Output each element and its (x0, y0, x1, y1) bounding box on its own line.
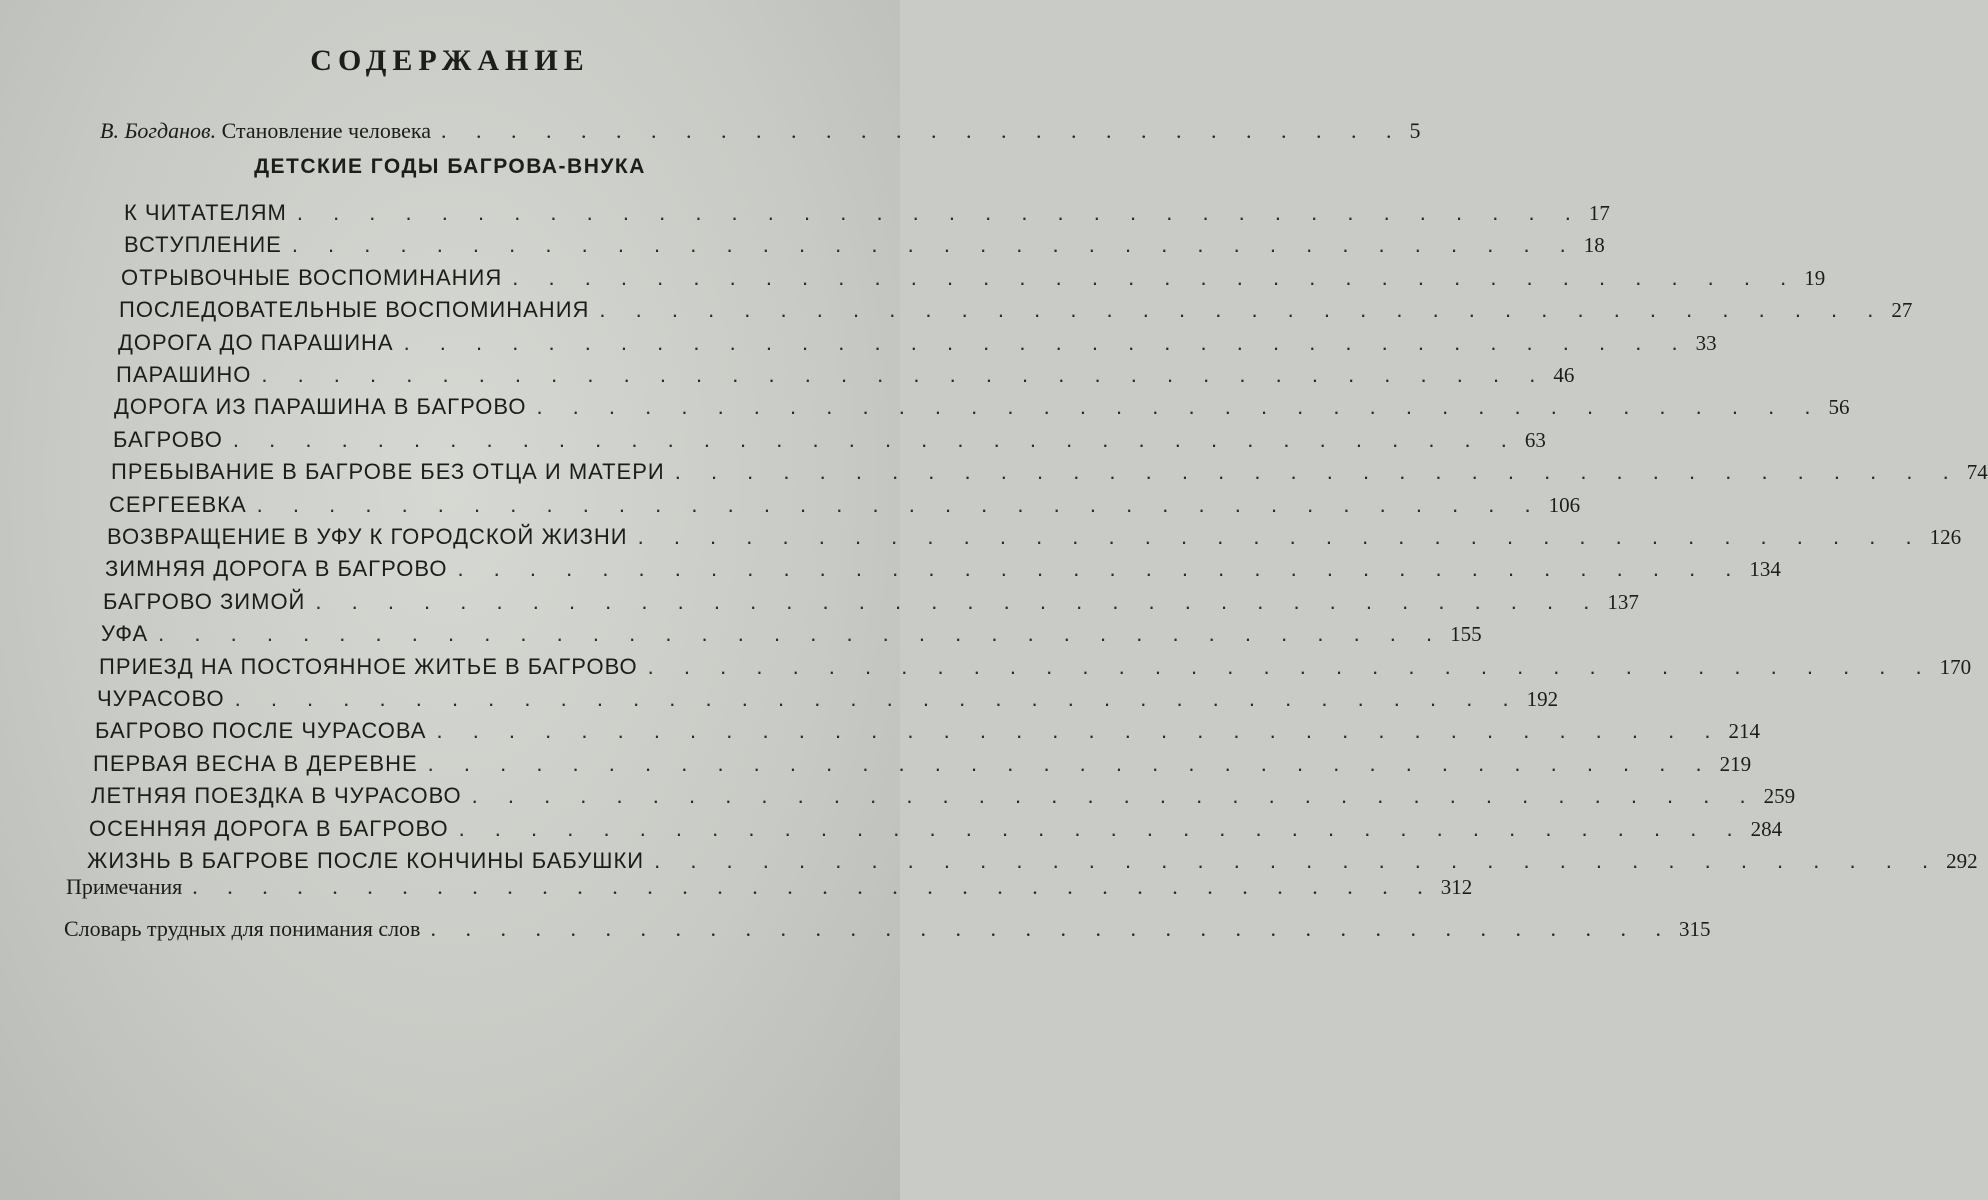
leader-dots: . . . . . . . . . . . . . . . . . . . . . . . . . . . . . . . . . . . . (403, 329, 1690, 355)
toc-entry-page: 106 (1548, 492, 1581, 517)
toc-entry (121, 264, 1826, 291)
toc-entry-page: 18 (1583, 233, 1605, 258)
toc-entry (118, 329, 1717, 356)
toc-entry-back-matter (66, 874, 1473, 900)
intro-author: В. Богданов. (100, 118, 217, 143)
toc-entry-label: ДОРОГА ДО ПАРАШИНА (118, 329, 394, 355)
toc-entry-label: ВОЗВРАЩЕНИЕ В УФУ К ГОРОДСКОЙ ЖИЗНИ (107, 524, 628, 549)
section-heading: ДЕТСКИЕ ГОДЫ БАГРОВА-ВНУКА (254, 155, 646, 178)
toc-entry-page: 126 (1929, 525, 1962, 549)
toc-entry-page: 56 (1828, 395, 1850, 420)
toc-entry-page: 192 (1526, 687, 1559, 711)
toc-entry (91, 783, 1796, 809)
toc-entry-page: 27 (1891, 298, 1913, 323)
toc-entry (124, 200, 1610, 226)
toc-entry-label: БАГРОВО ЗИМОЙ (103, 588, 306, 614)
leader-dots: . . . . . . . . . . . . . . . . . . . . . . . . . . . . . . . . . . . . (637, 524, 1924, 549)
page-title: СОДЕРЖАНИЕ (310, 44, 590, 77)
toc-entry (113, 426, 1546, 453)
toc-entry-label: ПОСЛЕДОВАТЕЛЬНЫЕ ВОСПОМИНАНИЯ (119, 297, 590, 323)
toc-entry (97, 686, 1559, 712)
toc-entry-label: Словарь трудных для понимания слов (64, 916, 421, 941)
leader-dots: . . . . . . . . . . . . . . . . . . . . . . . . . . . . . . . . . . . . (674, 459, 1961, 485)
leader-dots: . . . . . . . . . . . . . . . . . . . . . . . . . . . . . . . . . . . . (599, 297, 1886, 323)
toc-entry-label: УФА (101, 621, 149, 647)
toc-entry-page: 19 (1804, 265, 1826, 290)
leader-dots: . . . . . . . . . . . . . . . . . . . . . . . . . . . . . . . . . . . . (192, 874, 1435, 899)
toc-entry (116, 362, 1575, 388)
toc-entry-page: 33 (1695, 330, 1717, 355)
leader-dots: . . . . . . . . . . . . . . . . . . . . . . . . . . . . . . . . . . . . (232, 426, 1519, 452)
toc-entry-label: ПРИЕЗД НА ПОСТОЯННОЕ ЖИТЬЕ В БАГРОВО (99, 653, 638, 679)
leader-dots: . . . . . . . . . . . . . . . . . . . . . . . . . . . . . . . . . . . . (471, 783, 1758, 809)
toc-entry (111, 459, 1988, 485)
leader-dots: . . . . . . . . . . . . . . . . . . . . . . . . . . . . . . . . . . . . (291, 232, 1578, 258)
toc-entry-page: 170 (1939, 654, 1972, 679)
toc-entry (105, 556, 1781, 582)
toc-entry-page: 292 (1946, 849, 1978, 873)
toc-entry-label: ПАРАШИНО (116, 362, 252, 387)
toc-entry-page: 63 (1524, 427, 1546, 452)
leader-dots: . . . . . . . . . . . . . . . . . . . . . . . . . . . . . . . . . . . . (512, 264, 1799, 290)
toc-entry-page: 219 (1719, 751, 1752, 776)
leader-dots: . . . . . . . . . . . . . . . . . . . . . . . . . . . . . . . . . . . . (234, 686, 1521, 711)
toc-entry-label: К ЧИТАТЕЛЯМ (124, 200, 287, 225)
toc-entry-label: ВСТУПЛЕНИЕ (124, 232, 282, 258)
toc-entry-back-matter (64, 916, 1711, 942)
toc-entry-page: 134 (1749, 557, 1781, 582)
toc-entry (95, 718, 1760, 744)
leader-dots: . . . . . . . . . . . . . . . . . . . . . . . . . . . . . . . . . . . . (427, 750, 1714, 776)
toc-entry (89, 815, 1783, 842)
toc-entry (93, 750, 1752, 777)
toc-entry-label: ОТРЫВОЧНЫЕ ВОСПОМИНАНИЯ (121, 264, 503, 290)
toc-entry-page: 315 (1678, 917, 1711, 941)
toc-entry-label: ОСЕННЯЯ ДОРОГА В БАГРОВО (89, 815, 449, 841)
toc-entry-page: 5 (1409, 118, 1421, 143)
toc-entry (103, 588, 1639, 615)
toc-entry (109, 491, 1581, 518)
toc-entry-page: 74 (1966, 460, 1988, 485)
toc-entry-label: СЕРГЕЕВКА (109, 491, 247, 517)
toc-entry (124, 232, 1605, 258)
leader-dots: . . . . . . . . . . . . . . . . . . . . . . . . . . . . . . . . . . . . (430, 916, 1673, 941)
toc-entry (87, 848, 1978, 874)
leader-dots: . . . . . . . . . . . . . . . . . . . . . . . . . . . . . . . . . . . . (457, 556, 1744, 582)
leader-dots: . . . . . . . . . . . . . . . . . . . . . . . . . . . . . . . . . . . . (647, 653, 1934, 679)
toc-entry (101, 621, 1482, 647)
toc-entry-label: ЧУРАСОВО (97, 686, 225, 711)
toc-entry-page: 155 (1450, 622, 1482, 647)
toc-entry (114, 394, 1850, 420)
leader-dots: . . . . . . . . . . . . . . . . . . . . . . . . . . . . . . . . . . . . (158, 621, 1445, 647)
toc-entry-label (100, 118, 431, 144)
toc-entry-label: БАГРОВО (113, 426, 223, 452)
leader-dots: . . . . . . . . . . . . . . . . . . . . . . . . . . . . . . . . . . . . (261, 362, 1548, 387)
leader-dots: . . . . . . . . . . . . . . . . . . . . . . . . . . . . . . . . . . . . (458, 815, 1745, 841)
toc-entry-page: 259 (1763, 784, 1796, 809)
leader-dots: . . . . . . . . . . . . . . . . . . . . . . . . . . . . . . . . . . . . (436, 718, 1723, 744)
leader-dots: . . . . . . . . . . . . . . . . . . . . . . . . . . . . . . . . . . . . (256, 491, 1543, 517)
toc-entry-label: Примечания (66, 874, 183, 899)
toc-entry-label: ЗИМНЯЯ ДОРОГА В БАГРОВО (105, 556, 448, 582)
toc-entry-label: ЛЕТНЯЯ ПОЕЗДКА В ЧУРАСОВО (91, 783, 462, 809)
toc-entry-page: 312 (1440, 875, 1473, 899)
leader-dots: . . . . . . . . . . . . . . . . . . . . . . . . . . . . . . . . . . . . (536, 394, 1823, 420)
leader-dots: . . . . . . . . . . . . . . . . . . . . . . . . . . . . . . . . . . . . (654, 848, 1941, 873)
toc-entry-page: 214 (1728, 719, 1760, 744)
leader-dots: . . . . . . . . . . . . . . . . . . . . . . . . . . . . . . . . . . . . (296, 200, 1583, 225)
toc-entry (99, 653, 1972, 680)
leader-dots: . . . . . . . . . . . . . . . . . . . . . . . . . . . . . . . . . . . . (315, 588, 1602, 614)
toc-entry-page: 284 (1750, 816, 1783, 841)
toc-entry-label: ДОРОГА ИЗ ПАРАШИНА В БАГРОВО (114, 394, 527, 420)
toc-entry-page: 17 (1588, 201, 1610, 225)
toc-entry-label: ЖИЗНЬ В БАГРОВЕ ПОСЛЕ КОНЧИНЫ БАБУШКИ (87, 848, 645, 873)
toc-entry-intro (100, 118, 1421, 144)
toc-entry-label: ПРЕБЫВАНИЕ В БАГРОВЕ БЕЗ ОТЦА И МАТЕРИ (111, 459, 665, 485)
toc-entry-page: 137 (1607, 589, 1639, 614)
toc-entry (107, 524, 1962, 550)
leader-dots: . . . . . . . . . . . . . . . . . . . . . . . . . . . . (441, 118, 1404, 143)
toc-entry-page: 46 (1553, 363, 1575, 387)
toc-entry (119, 297, 1913, 323)
intro-title: Становление человека (221, 118, 432, 143)
toc-entry-label: БАГРОВО ПОСЛЕ ЧУРАСОВА (95, 718, 427, 744)
toc-entry-label: ПЕРВАЯ ВЕСНА В ДЕРЕВНЕ (93, 750, 418, 776)
